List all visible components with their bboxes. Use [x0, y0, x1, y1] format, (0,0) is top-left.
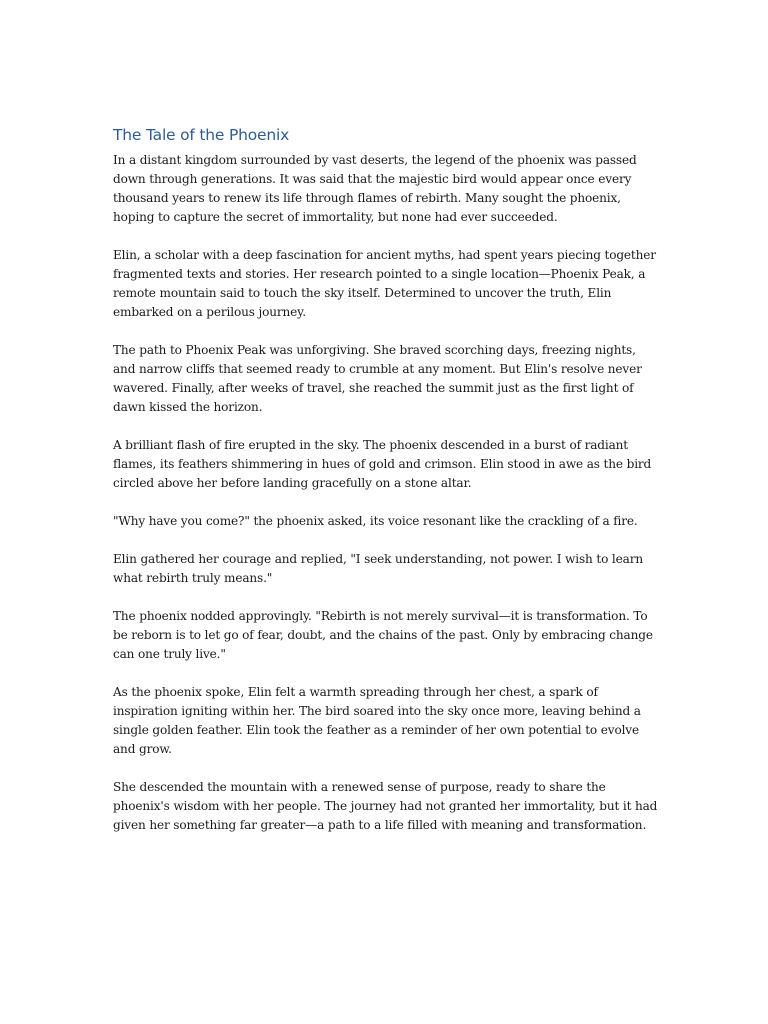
- paragraph: The path to Phoenix Peak was unforgiving. She braved scorching days, freezing nights, and narrow cliffs that seemed ready to crumble at any moment. But Elin's resolve never wavered. Finally, after weeks of travel, she reached the summit just as the first light of dawn kissed the horizon.: [113, 343, 642, 414]
- paragraph: Elin gathered her courage and replied, "I seek understanding, not power. I wish to learn what rebirth truly means.": [113, 552, 643, 585]
- paragraph: "Why have you come?" the phoenix asked, its voice resonant like the crackling of a fire.: [113, 514, 638, 528]
- paragraph: The phoenix nodded approvingly. "Rebirth is not merely survival—it is transformation. To be reborn is to let go of fear, doubt, and the chains of the past. Only by embracing change can one truly live.": [113, 609, 653, 661]
- document-title: The Tale of the Phoenix: [113, 126, 290, 144]
- paragraph: As the phoenix spoke, Elin felt a warmth spreading through her chest, a spark of inspiration igniting within her. The bird soared into the sky once more, leaving behind a single golden feather. Elin took the feather as a reminder of her own potential to evolve and grow.: [113, 685, 641, 756]
- document-body: [113, 124, 658, 854]
- paragraph: Elin, a scholar with a deep fascination for ancient myths, had spent years piecing together fragmented texts and stories. Her research pointed to a single location—Phoenix Peak, a remote mountain said to touch the sky itself. Determined to uncover the truth, Elin embarked on a perilous journey.: [113, 248, 656, 319]
- paragraph: She descended the mountain with a renewed sense of purpose, ready to share the phoenix's wisdom with her people. The journey had not granted her immortality, but it had given her something far greater—a path to a life filled with meaning and transformation.: [113, 780, 658, 832]
- paragraph: A brilliant flash of fire erupted in the sky. The phoenix descended in a burst of radiant flames, its feathers shimmering in hues of gold and crimson. Elin stood in awe as the bird circled above her before landing gracefully on a stone altar.: [113, 438, 652, 490]
- paragraph: In a distant kingdom surrounded by vast deserts, the legend of the phoenix was passed down through generations. It was said that the majestic bird would appear once every thousand years to renew its life through flames of rebirth. Many sought the phoenix, hoping to capture the secret of immortality, but none had ever succeeded.: [113, 153, 637, 224]
